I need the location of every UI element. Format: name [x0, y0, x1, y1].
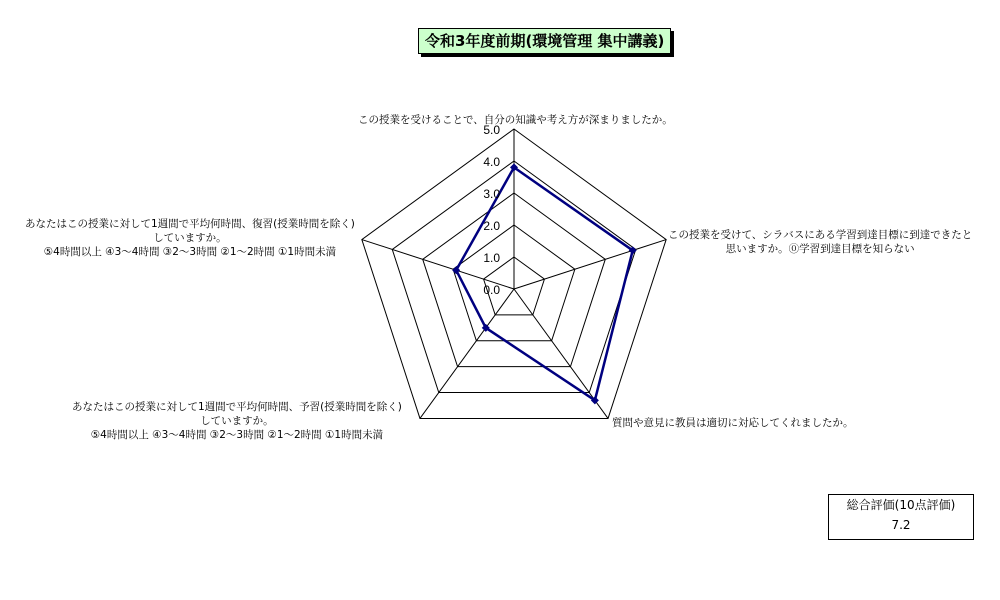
overall-score-value: 7.2	[891, 518, 911, 532]
axis-label-line: 質問や意見に教員は適切に対応してくれましたか。	[612, 417, 854, 429]
axis-spoke	[514, 240, 666, 289]
axis-label-review-hours	[25, 217, 355, 259]
axis-label-line: この授業を受けて、シラバスにある学習到達目標に到達できたと	[668, 229, 973, 241]
axis-label-line: あなたはこの授業に対して1週間で平均何時間、予習(授業時間を除く)	[72, 401, 402, 413]
axis-label-goals	[668, 228, 972, 256]
axis-label-line: していますか。	[200, 415, 274, 427]
axis-label-line: していますか。	[153, 232, 227, 244]
chart-title: 令和3年度前期(環境管理 集中講義)	[418, 28, 671, 54]
tick-label: 4.0	[483, 155, 500, 169]
axis-label-line: 思いますか。⓪学習到達目標を知らない	[725, 243, 915, 255]
tick-label: 2.0	[483, 219, 500, 233]
axis-label-preparation-hours	[72, 400, 402, 442]
axis-label-line: あなたはこの授業に対して1週間で平均何時間、復習(授業時間を除く)	[25, 218, 355, 230]
tick-label: 0.0	[483, 283, 500, 297]
overall-score-label: 総合評価(10点評価)	[846, 498, 956, 512]
overall-score-box	[828, 494, 974, 540]
radar-series	[452, 163, 637, 404]
tick-label: 1.0	[483, 251, 500, 265]
axis-label-line: ⑤4時間以上 ④3～4時間 ③2～3時間 ②1～2時間 ①1時間未満	[90, 429, 384, 441]
axis-label-knowledge	[358, 113, 673, 127]
radar-grid	[362, 129, 666, 418]
tick-label: 5.0	[483, 123, 500, 137]
axis-label-line: この授業を受けることで、自分の知識や考え方が深まりましたか。	[358, 114, 673, 126]
axis-spoke	[420, 289, 514, 418]
axis-label-line: ⑤4時間以上 ④3～4時間 ③2～3時間 ②1～2時間 ①1時間未満	[43, 246, 337, 258]
axis-label-teacher-response	[612, 416, 854, 430]
tick-label: 3.0	[483, 187, 500, 201]
